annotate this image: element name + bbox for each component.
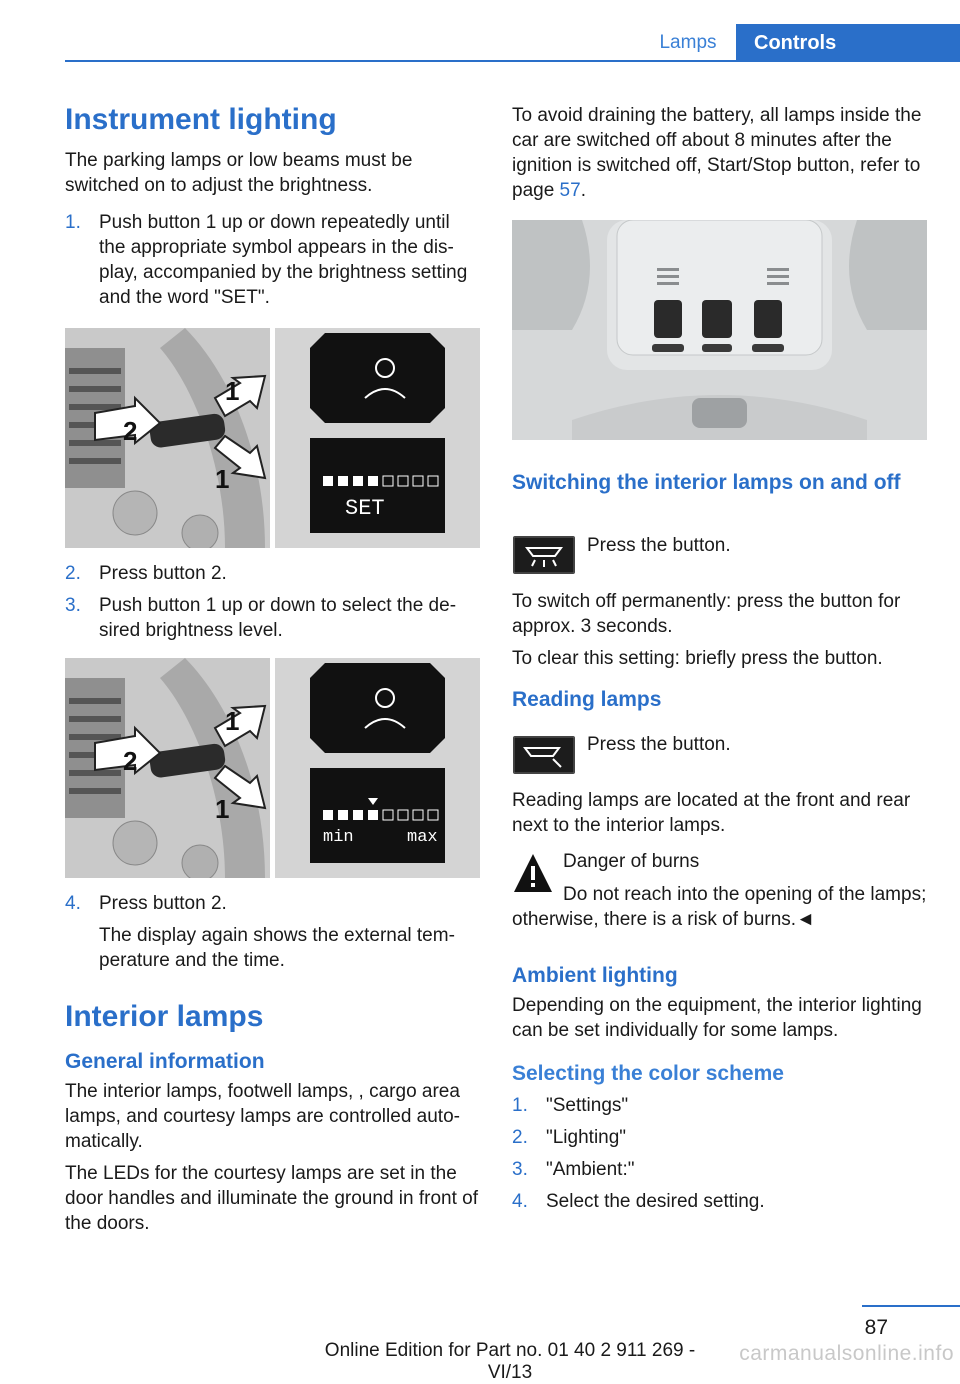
page-number: 87 [864,1316,888,1339]
danger-title: Danger of burns [563,851,700,872]
edition-footer: Online Edition for Part no. 01 40 2 911 269 - VI/13 [324,1340,696,1383]
press-button-1: Press the button. [587,535,731,556]
figure-label-2: 2 [123,746,138,776]
color-step-2 [512,1125,930,1150]
heading-switching-interior-lamps: Switching the interior lamps on and off [512,471,901,494]
step-text: Push button 1 up or down to select the desired brightness level. [99,595,457,641]
step-text: Select the desired setting. [546,1191,765,1212]
step-text: "Settings" [546,1095,629,1116]
step-number: 1. [512,1095,528,1116]
clear-setting: To clear this setting: briefly press the button. [512,648,883,669]
step-number: 3. [512,1159,528,1180]
footer-rule [862,1305,960,1307]
danger-text: Do not reach into the opening of the lamps; otherwise, there is a risk of burns.◄ [512,884,927,930]
step-text: Press button 2. [99,563,227,584]
right-top [512,103,930,203]
right-switching-text [512,589,930,713]
figure-label-1: 1 [225,706,240,736]
press-button-2: Press the button. [587,734,731,755]
step-text: Press button 2. [99,893,227,914]
heading-reading-lamps: Reading lamps [512,688,662,711]
general-paragraph-1: The interior lamps, footwell lamps, , cargo area lamps, and courtesy lamps are controlled automatically. [65,1081,460,1152]
general-paragraph-2: The LEDs for the courtesy lamps are set in the door handles and illuminate the ground in front of the doors. [65,1163,478,1234]
battery-text: To avoid draining the battery, all lamps inside the car are switched off about 8 minutes after the ignition is switched off, Start/Stop button, refer to page [512,105,922,201]
figure-display-set: SET [345,496,385,521]
color-step-1 [512,1093,930,1118]
step-number: 2. [65,563,81,584]
figure-stalk-brightness-display [65,658,480,878]
instrument-intro: The parking lamps or low beams must be switched on to adjust the brightness. [65,150,413,196]
battery-paragraph [512,103,930,203]
battery-text-end: . [580,180,586,201]
watermark: carmanualsonline.info [739,1342,954,1365]
left-lower [65,891,480,1236]
left-column [65,102,480,310]
step-2 [65,561,480,586]
heading-interior-lamps: Interior lamps [65,1000,264,1033]
heading-ambient-lighting: Ambient lighting [512,964,678,987]
figure-display-max: max [407,828,438,847]
reading-lamps-paragraph: Reading lamps are located at the front and rear next to the interior lamps. [512,790,911,836]
step-text: "Lighting" [546,1127,627,1148]
step-3 [65,593,480,643]
color-step-4 [512,1189,930,1214]
figure-display-min: min [323,828,354,847]
header-rule [65,60,960,62]
figure-stalk-set-display [65,328,480,548]
interior-lamp-button-icon [513,536,575,574]
step-4-note: The display again shows the external temperature and the time. [99,925,455,971]
step-number: 2. [512,1127,528,1148]
switch-off-permanently: To switch off permanently: press the button for approx. 3 seconds. [512,591,901,637]
left-steps-2-3 [65,561,480,643]
step-4 [65,891,480,916]
heading-instrument-lighting: Instrument lighting [65,103,337,136]
figure-label-1b: 1 [215,794,230,824]
right-reading-text [512,788,930,838]
step-number: 3. [65,595,81,616]
reading-lamp-button-icon [513,736,575,774]
figure-overhead-console [512,220,927,440]
ambient-paragraph: Depending on the equipment, the interior lighting can be set individually for some lamps. [512,995,922,1041]
heading-general-information: General information [65,1050,265,1073]
heading-color-scheme: Selecting the color scheme [512,1062,784,1085]
step-text: Push button 1 up or down repeatedly until the appropriate symbol appears in the display, accompanied by the brightness setting and the word "SET". [99,212,468,308]
figure-label-2: 2 [123,416,138,446]
figure-label-1b: 1 [215,464,230,494]
step-number: 4. [65,893,81,914]
header-chapter-tab[interactable]: Controls [736,24,960,62]
danger-text-block [512,882,930,932]
step-1 [65,210,480,310]
figure-label-1: 1 [225,376,240,406]
header-section-tab[interactable]: Lamps [659,32,717,53]
step-number: 4. [512,1191,528,1212]
right-switching [512,470,930,496]
step-text: "Ambient:" [546,1159,635,1180]
step-number: 1. [65,212,81,233]
right-ambient [512,963,930,1214]
color-step-3 [512,1157,930,1182]
page-link-57[interactable]: 57 [559,180,581,201]
